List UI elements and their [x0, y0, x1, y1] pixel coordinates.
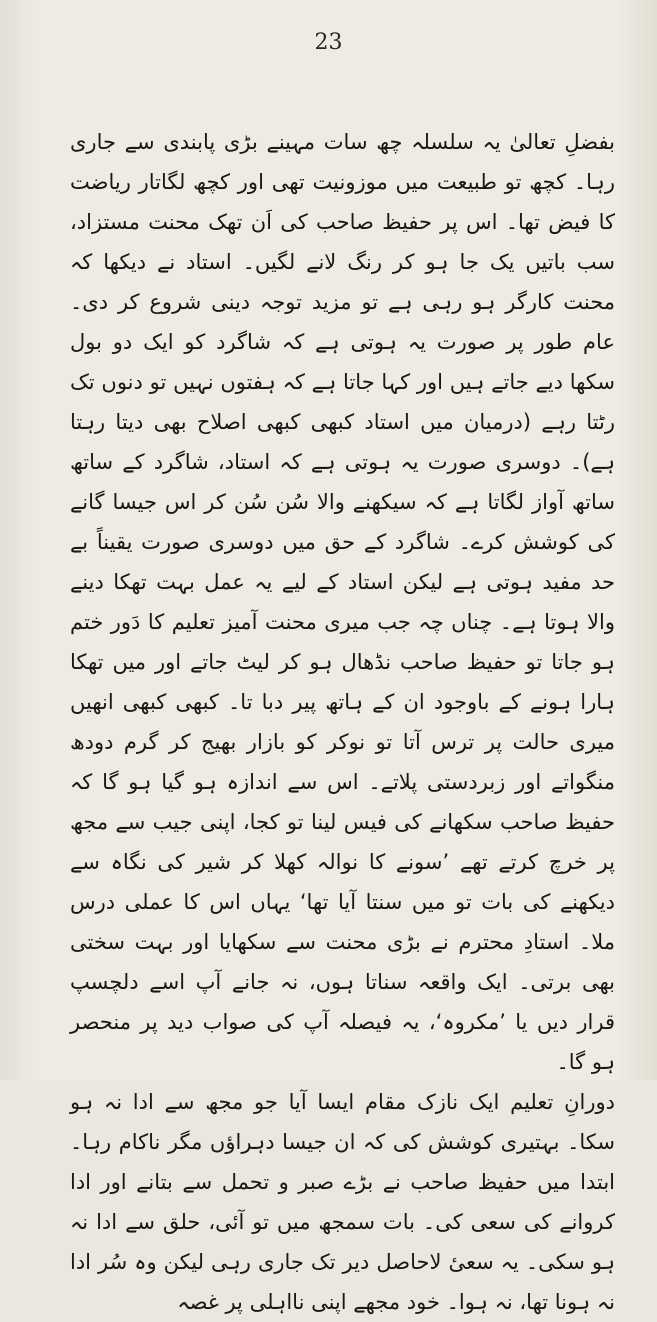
paragraph: بفضلِ تعالیٰ یہ سلسلہ چھ سات مہینے بڑی پابندی سے جاری رہا۔ کچھ تو طبیعت میں موزونیت تھی اور کچھ لگاتار ریاضت کا فیض تھا۔ اس پر حفیظ صاحب کی اَن تھک محنت مستزاد، سب باتیں یک جا ہو کر رنگ لانے لگیں۔ استاد نے دیکھا کہ محنت کارگر ہو رہی ہے تو مزید توجہ دینی شروع کر دی۔ عام طور پر صورت یہ ہوتی ہے کہ شاگرد کو ایک دو بول سکھا دیے جاتے ہیں اور کہا جاتا ہے کہ ہفتوں نہیں تو دنوں تک رٹتا رہے (درمیان میں استاد کبھی کبھی اصلاح بھی دیتا رہتا ہے)۔ دوسری صورت یہ ہوتی ہے کہ استاد، شاگرد کے ساتھ ساتھ آواز لگاتا ہے کہ سیکھنے والا سُن سُن کر اس جیسا گانے کی کوشش کرے۔ شاگرد کے حق میں دوسری صورت یقیناً بے حد مفید ہوتی ہے لیکن استاد کے لیے یہ عمل بہت تھکا دینے والا ہوتا ہے۔ چناں چہ جب میری محنت آمیز تعلیم کا دَور ختم ہو جاتا تو حفیظ صاحب نڈھال ہو کر لیٹ جاتے اور میں تھکا ہارا ہونے کے باوجود ان کے ہاتھ پیر دبا تا۔ کبھی کبھی انھیں میری حالت پر ترس آتا تو نوکر کو بازار بھیج کر گرم دودھ منگواتے اور زبردستی پلاتے۔ اس سے اندازہ ہو گیا ہو گا کہ حفیظ صاحب سکھانے کی فیس لینا تو کجا، اپنی جیب سے مجھ پر خرچ کرتے تھے ’سونے کا نوالہ کھلا کر شیر کی نگاہ سے دیکھنے کی بات تو میں سنتا آیا تھا‘ یہاں اس کا عملی درس ملا۔ استادِ محترم نے بڑی محنت سے سکھایا اور بہت سختی بھی برتی۔ ایک واقعہ سناتا ہوں، نہ جانے آپ اسے دلچسپ قرار دیں یا ’مکروہ‘، یہ فیصلہ آپ کی صواب دید پر منحصر ہو گا۔ [70, 130, 615, 1074]
paragraph: دورانِ تعلیم ایک نازک مقام ایسا آیا جو مجھ سے ادا نہ ہو سکا۔ بہتیری کوشش کی کہ ان جیسا دہراؤں مگر ناکام رہا۔ ابتدا میں حفیظ صاحب نے بڑے صبر و تحمل سے بتانے اور ادا کروانے کی سعی کی۔ بات سمجھ میں تو آئی، حلق سے ادا نہ ہو سکی۔ یہ سعیٔ لاحاصل دیر تک جاری رہی لیکن وہ سُر ادا نہ ہونا تھا، نہ ہوا۔ خود مجھے اپنی نااہلی پر غصہ [70, 1090, 615, 1314]
page-number: 23 [314, 30, 343, 55]
body-text [70, 122, 615, 1322]
